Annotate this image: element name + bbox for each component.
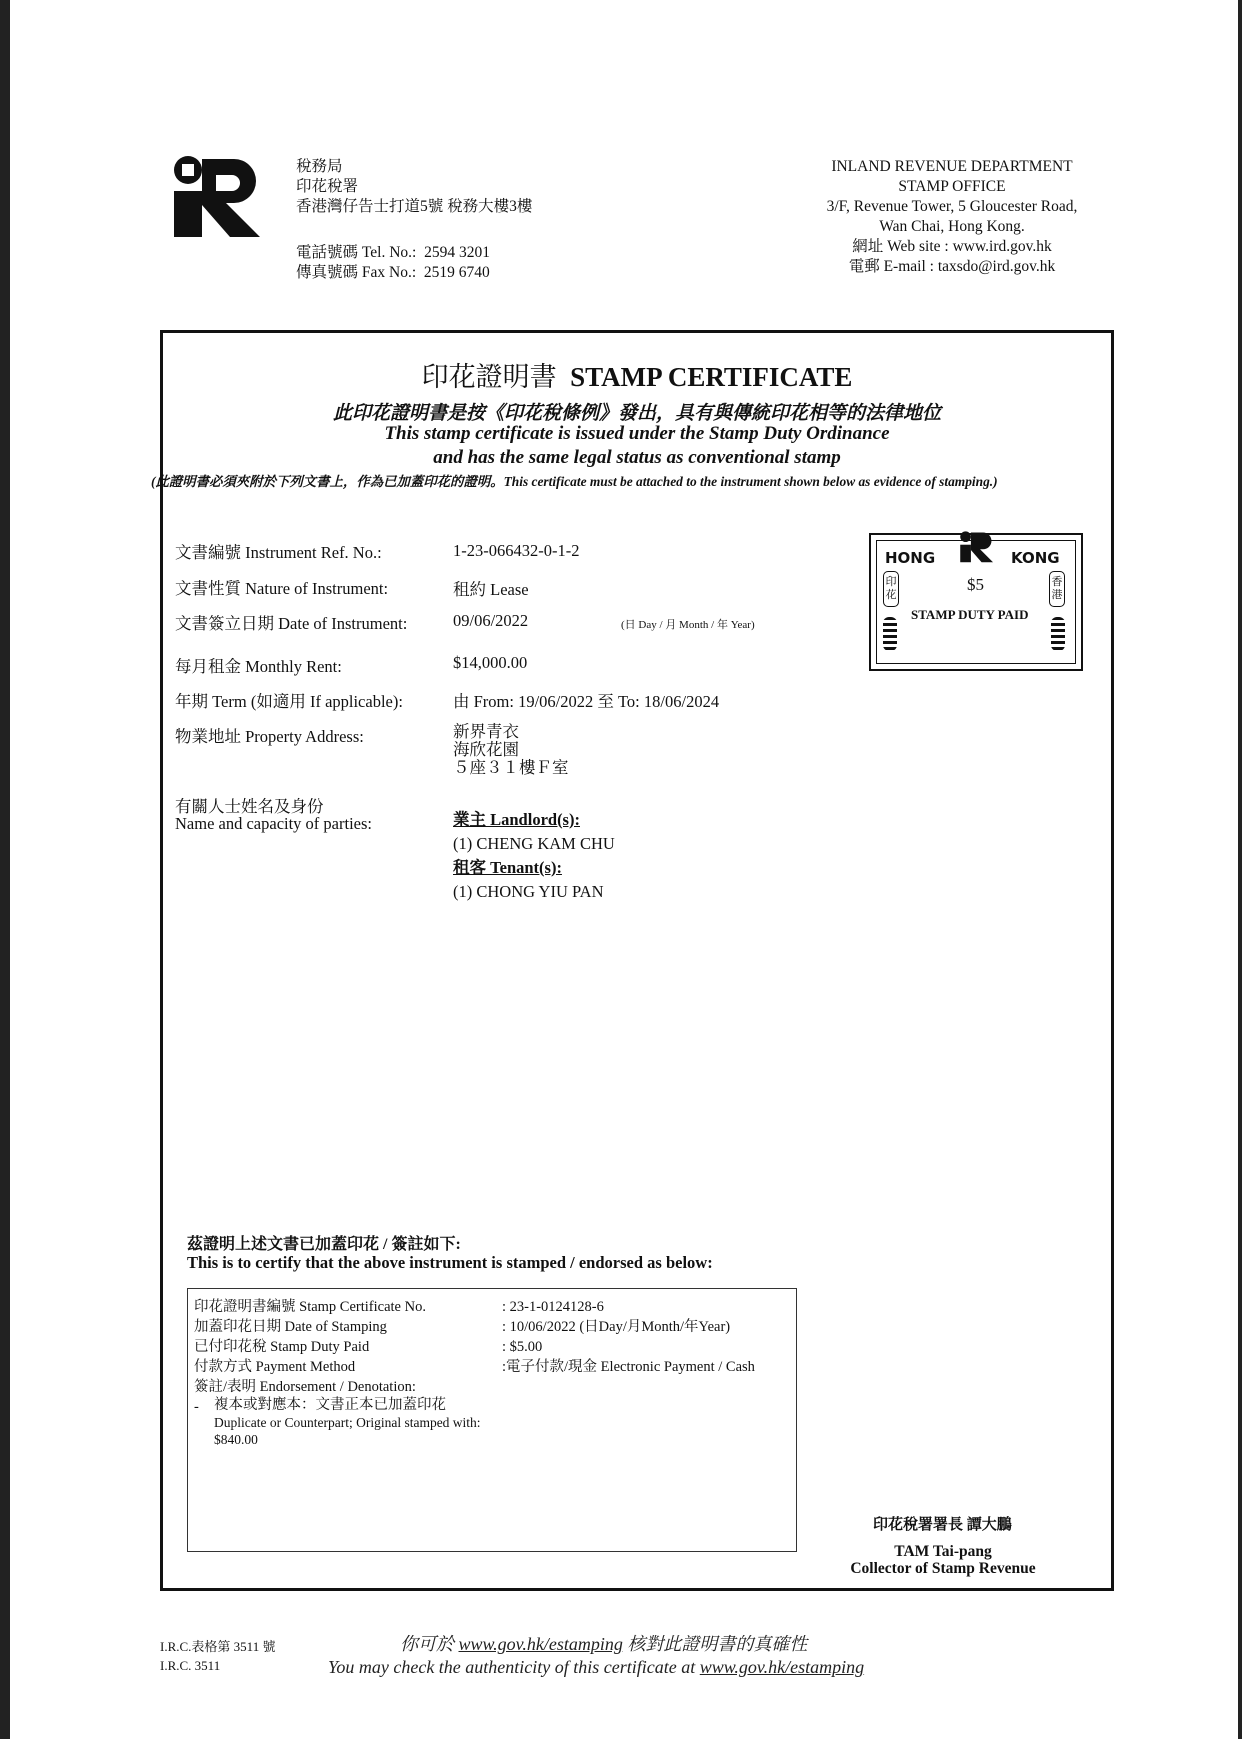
address-zh: 香港灣仔告士打道5號 稅務大樓3樓 <box>296 198 533 215</box>
property-address: 新界青衣 海欣花園 ５座３１樓Ｆ室 <box>453 722 569 777</box>
stamp-ir-logo <box>957 531 997 563</box>
stamp-kong: KONG <box>1011 549 1060 567</box>
collector-name: TAM Tai-pang <box>894 1543 992 1560</box>
certify-zh: 茲證明上述文書已加蓋印花 / 簽註如下: <box>187 1236 461 1253</box>
tel-label: 電話號碼 Tel. No.: <box>296 244 417 261</box>
date-label: 文書簽立日期 Date of Instrument: <box>175 614 408 633</box>
endorse-dash: - <box>194 1399 199 1415</box>
term-value: 由 From: 19/06/2022 至 To: 18/06/2024 <box>453 692 720 711</box>
date-value: 09/06/2022 <box>453 611 529 630</box>
duty-paid: : $5.00 <box>502 1339 543 1355</box>
endorsement-text: 複本或對應本：文書正本已加蓋印花 Duplicate or Counterpart; Original stamped with: $840.00 <box>214 1397 481 1447</box>
ird-logo <box>168 155 268 239</box>
rent-label: 每月租金 Monthly Rent: <box>175 657 342 676</box>
form-number-zh: I.R.C.表格第 3511 號 <box>160 1639 276 1654</box>
rent-value: $14,000.00 <box>453 653 528 672</box>
seal-right: 香港 <box>1049 571 1065 607</box>
nature-label: 文書性質 Nature of Instrument: <box>175 579 389 598</box>
header-left <box>296 157 532 217</box>
parties <box>453 808 615 904</box>
parties-label: 有關人士姓名及身份 Name and capacity of parties: <box>175 797 372 833</box>
verify-line-en: You may check the authenticity of this certificate at www.gov.hk/estamping <box>328 1657 865 1677</box>
stamp-duty-paid-stamp <box>869 533 1083 671</box>
fax-value: 2519 6740 <box>423 264 490 281</box>
coil-ornament-left <box>883 617 897 651</box>
address-label: 物業地址 Property Address: <box>175 727 364 746</box>
tenant-label: 租客 Tenant(s): <box>453 858 562 877</box>
fax-label: 傳真號碼 Fax No.: <box>296 264 417 281</box>
subtitle-en-1: This stamp certificate is issued under the Stamp Duty Ordinance <box>384 423 890 444</box>
certificate-title: 印花證明書 STAMP CERTIFICATE <box>421 362 853 392</box>
header-right <box>802 157 1102 277</box>
certificate-frame <box>151 330 1114 1591</box>
certify-en: This is to certify that the above instrument is stamped / endorsed as below: <box>187 1253 713 1272</box>
stamp-value: $5 <box>967 575 984 594</box>
dept-name-zh: 稅務局 <box>296 158 343 175</box>
details-labels: 印花證明書編號 Stamp Certificate No. 加蓋印花日期 Date of Stamping 已付印花稅 Stamp Duty Paid 付款方式 Payment Method 簽註/表明 Endorsement / Denotation: <box>194 1299 426 1395</box>
collector-title-zh: 印花稅署署長 譚大鵬 <box>873 1517 1012 1533</box>
stamping-details-box <box>187 1288 797 1552</box>
collector-title-en: Collector of Stamp Revenue <box>850 1560 1036 1577</box>
stamping-date: : 10/06/2022 (日Day/月Month/年Year) <box>502 1319 731 1335</box>
date-format: (日 Day / 月 Month / 年 Year) <box>621 619 755 631</box>
ref-value: 1-23-066432-0-1-2 <box>453 541 580 560</box>
coil-ornament-right <box>1051 617 1065 651</box>
dept-name-en: INLAND REVENUE DEPARTMENT <box>831 158 1073 175</box>
details-values <box>502 1297 755 1377</box>
term-label: 年期 Term (如適用 If applicable): <box>175 692 403 711</box>
ref-label: 文書編號 Instrument Ref. No.: <box>175 543 382 562</box>
address-en-2: Wan Chai, Hong Kong. <box>879 218 1025 235</box>
subtitle-en-2: and has the same legal status as conventional stamp <box>433 447 841 468</box>
office-name-en: STAMP OFFICE <box>898 178 1006 195</box>
attach-note: (此證明書必須夾附於下列文書上，作為已加蓋印花的證明。This certificate must be attached to the instrument shown below as evidence of stamping.) <box>151 474 998 489</box>
office-name-zh: 印花稅署 <box>296 178 359 195</box>
form-number-en: I.R.C. 3511 <box>160 1658 221 1673</box>
estamping-link-en[interactable]: www.gov.hk/estamping <box>699 1657 865 1677</box>
nature-value: 租約 Lease <box>453 580 529 599</box>
address-en-1: 3/F, Revenue Tower, 5 Gloucester Road, <box>826 198 1078 215</box>
stamp-hong: HONG <box>885 549 936 567</box>
landlord-name: (1) CHENG KAM CHU <box>453 834 615 853</box>
estamping-link-zh[interactable]: www.gov.hk/estamping <box>458 1634 623 1654</box>
tel-value: 2594 3201 <box>424 244 490 261</box>
tenant-name: (1) CHONG YIU PAN <box>453 882 604 901</box>
contact-left <box>296 243 490 283</box>
landlord-label: 業主 Landlord(s): <box>453 810 580 829</box>
verify-line-zh: 你可於 www.gov.hk/estamping 核對此證明書的真確性 <box>400 1634 808 1654</box>
stamp-duty-paid-text: STAMP DUTY PAID <box>911 607 1029 622</box>
seal-left: 印花 <box>883 571 899 607</box>
payment-method: :電子付款/現金 Electronic Payment / Cash <box>502 1359 755 1375</box>
stamp-cert-no: : 23-1-0124128-6 <box>502 1299 604 1315</box>
email: 電郵 E-mail : taxsdo@ird.gov.hk <box>848 258 1056 275</box>
subtitle-zh: 此印花證明書是按《印花稅條例》發出，具有與傳統印花相等的法律地位 <box>332 403 941 424</box>
document-page <box>10 0 1238 1739</box>
collector-block <box>773 1543 1113 1577</box>
website: 網址 Web site : www.ird.gov.hk <box>852 238 1052 255</box>
